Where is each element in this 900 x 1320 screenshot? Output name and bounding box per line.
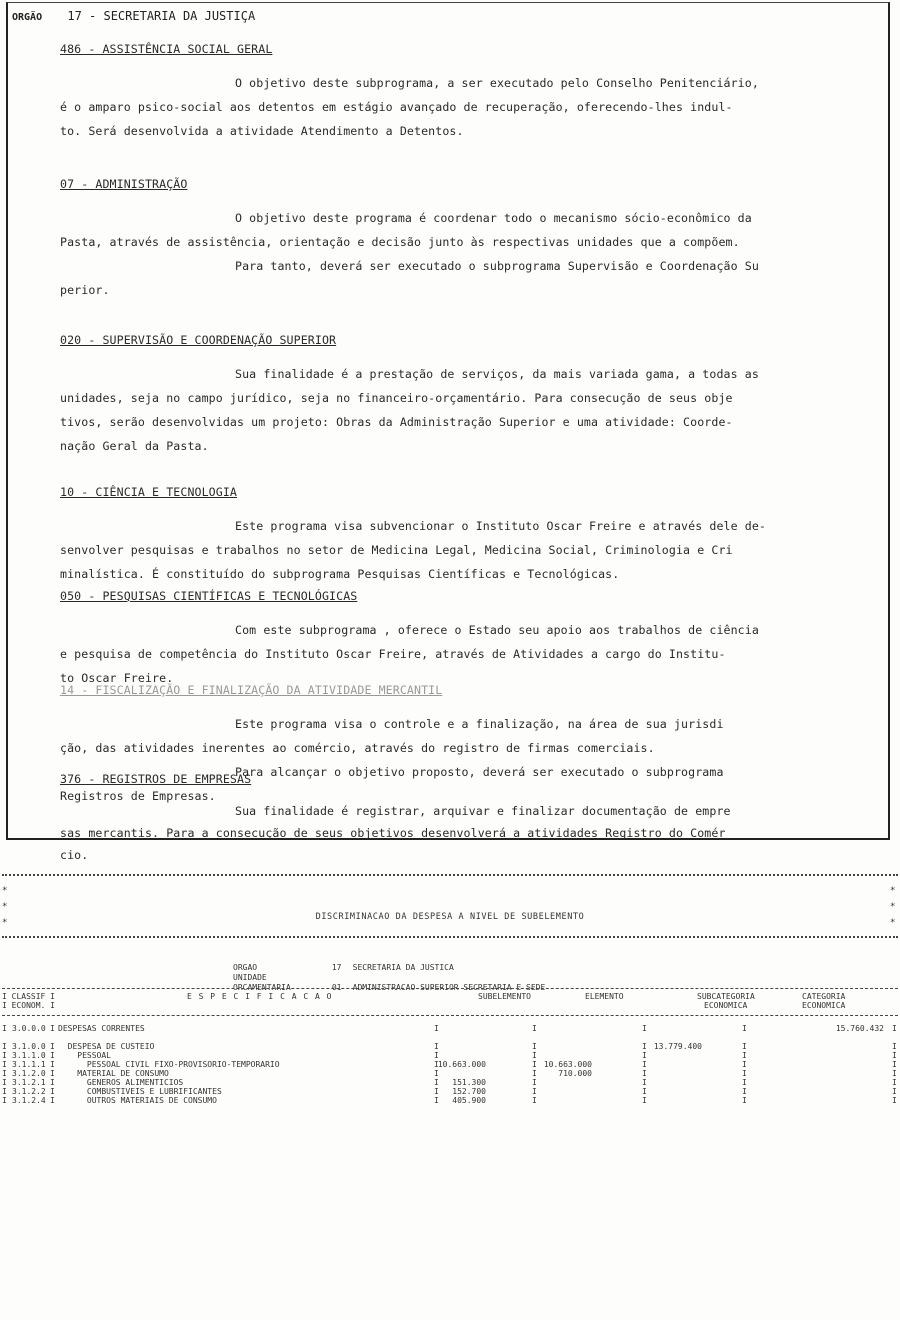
star-border-bottom (2, 936, 898, 938)
column-separator: I (642, 1042, 647, 1051)
column-separator: I (892, 1024, 897, 1033)
paragraph-line: Registros de Empresas. (60, 789, 216, 803)
column-separator: I (434, 1051, 439, 1060)
column-separator: I (642, 1078, 647, 1087)
col-elemento: ELEMENTO (585, 992, 624, 1001)
paragraph-line: nação Geral da Pasta. (60, 439, 209, 453)
paragraph-line: cio. (60, 848, 89, 862)
paragraph-line: senvolver pesquisas e trabalhos no setor de Medicina Legal, Medicina Social, Criminologia e Cri (60, 543, 733, 557)
cell-code: 3.1.2.2 (12, 1087, 46, 1096)
table-row (2, 1087, 898, 1096)
column-separator: I (532, 1024, 537, 1033)
column-separator: I (642, 1087, 647, 1096)
cell-code: 3.1.2.0 (12, 1069, 46, 1078)
column-separator: I (642, 1096, 647, 1105)
column-separator: I (532, 1096, 537, 1105)
column-separator: I (50, 1078, 55, 1087)
column-separator: I (2, 1078, 7, 1087)
section-administracao (60, 172, 850, 302)
orgao-header (12, 9, 255, 23)
cell-sub: 10.663.000 (437, 1060, 486, 1069)
unidade-name: ADMINISTRACAO SUPERIOR SECRETARIA E SEDE (352, 983, 546, 992)
column-separator: I (434, 1069, 439, 1078)
section-heading: 020 - SUPERVISÃO E COORDENAÇÃO SUPERIOR (60, 333, 337, 347)
paragraph-line: Este programa visa subvencionar o Instituto Oscar Freire e através dele de- (235, 519, 767, 533)
cell-desc: GENEROS ALIMENTICIOS (58, 1078, 184, 1087)
column-separator: I (2, 1024, 7, 1033)
paragraph-line: e pesquisa de competência do Instituto Oscar Freire, através de Atividades a cargo do Institu- (60, 647, 726, 661)
column-separator: I (434, 1060, 439, 1069)
column-separator: I (50, 1024, 55, 1033)
column-separator: I (2, 1051, 7, 1060)
cell-elem: 10.663.000 (543, 1060, 592, 1069)
star-border-top (2, 874, 898, 876)
paragraph-line: unidades, seja no campo jurídico, seja no financeiro-orçamentário. Para consecução de seus obje (60, 391, 733, 405)
section-heading: 07 - ADMINISTRAÇÃO (60, 177, 188, 191)
column-separator: I (2, 1087, 7, 1096)
paragraph-line: tivos, serão desenvolvidas um projeto: Obras da Administração Superior e uma atividade: Coorde- (60, 415, 733, 429)
paragraph-line: Com este subprograma , oferece o Estado seu apoio aos trabalhos de ciência (235, 623, 759, 637)
column-separator: I (892, 1087, 897, 1096)
cell-desc: PESSOAL CIVIL FIXO-PROVISORIO-TEMPORARIO (58, 1060, 280, 1069)
table-row (2, 1096, 898, 1105)
section-heading: 376 - REGISTROS DE EMPRESAS (60, 772, 252, 786)
col-classif: I ECONOM. I (2, 1001, 55, 1010)
paragraph-line: Para alcançar o objetivo proposto, deverá ser executado o subprograma (235, 765, 724, 779)
paragraph-line: Sua finalidade é registrar, arquivar e finalizar documentação de empre (235, 804, 731, 818)
column-separator: I (434, 1078, 439, 1087)
column-separator: I (2, 1060, 7, 1069)
star-border-right: * (890, 902, 896, 912)
column-separator: I (642, 1024, 647, 1033)
paragraph-line: minalística. É constituído do subprograma Pesquisas Científicas e Tecnológicas. (60, 567, 620, 581)
unidade-label: UNIDADE ORCAMENTARIA (233, 973, 291, 992)
col-especificacao: E S P E C I F I C A C A O (187, 992, 333, 1001)
star-border-left: * (2, 886, 8, 896)
paragraph-line: ção, das atividades inerentes ao comércio, através do registro de firmas comerciais. (60, 741, 655, 755)
col-subcategoria: ECONOMICA (704, 1001, 748, 1010)
orgao-name: SECRETARIA DA JUSTICA (352, 963, 454, 972)
col-classif: I CLASSIF I (2, 992, 55, 1001)
expense-table (2, 988, 898, 1105)
paragraph-line: perior. (60, 283, 110, 297)
paragraph-line: O objetivo deste subprograma, a ser executado pelo Conselho Penitenciário, (235, 76, 759, 90)
expense-printout (0, 850, 900, 1320)
star-border-right: * (890, 886, 896, 896)
orgao-value: 17 - SECRETARIA DA JUSTIÇA (67, 9, 256, 23)
column-separator: I (642, 1060, 647, 1069)
column-separator: I (892, 1069, 897, 1078)
column-separator: I (434, 1042, 439, 1051)
orgao-label: ORGÃO (12, 12, 43, 23)
cell-code: 3.1.1.0 (12, 1051, 46, 1060)
printout-title: DISCRIMINACAO DA DESPESA A NIVEL DE SUBELEMENTO (315, 912, 585, 922)
table-header (2, 989, 898, 1016)
column-separator: I (892, 1051, 897, 1060)
column-separator: I (532, 1069, 537, 1078)
column-separator: I (2, 1042, 7, 1051)
section-heading: 486 - ASSISTÊNCIA SOCIAL GERAL (60, 42, 273, 56)
cell-desc: PESSOAL (58, 1051, 111, 1060)
paragraph-line: é o amparo psico-social aos detentos em estágio avançado de recuperação, oferecendo-lhes indul- (60, 100, 733, 114)
column-separator: I (50, 1042, 55, 1051)
cell-code: 3.1.1.1 (12, 1060, 46, 1069)
column-separator: I (742, 1087, 747, 1096)
cell-cat: 15.760.432 (835, 1024, 884, 1033)
cell-desc: OUTROS MATERIAIS DE CONSUMO (58, 1096, 217, 1105)
column-separator: I (50, 1051, 55, 1060)
cell-desc: MATERIAL DE CONSUMO (58, 1069, 169, 1078)
star-border-left: * (2, 902, 8, 912)
cell-sub: 152.700 (452, 1087, 486, 1096)
column-separator: I (434, 1087, 439, 1096)
star-border-right: * (890, 918, 896, 928)
orgao-label: ORGAO (233, 963, 258, 972)
unidade-code: 01 (331, 983, 342, 992)
paragraph-line: sas mercantis. Para a consecução de seus objetivos desenvolverá a atividades Registro do Comér (60, 826, 726, 840)
paragraph-line: to Oscar Freire. (60, 671, 174, 685)
column-separator: I (2, 1069, 7, 1078)
cell-code: 3.0.0.0 (12, 1024, 46, 1033)
paragraph-line: to. Será desenvolvida a atividade Atendimento a Detentos. (60, 124, 464, 138)
column-separator: I (892, 1078, 897, 1087)
cell-sub: 405.900 (452, 1096, 486, 1105)
column-separator: I (892, 1060, 897, 1069)
section-heading: 10 - CIÊNCIA E TECNOLOGIA (60, 485, 238, 499)
col-subcategoria: SUBCATEGORIA (697, 992, 755, 1001)
column-separator: I (532, 1078, 537, 1087)
section-heading: 14 - FISCALIZAÇÃO E FINALIZAÇÃO DA ATIVIDADE MERCANTIL (60, 683, 443, 697)
table-row (2, 1060, 898, 1069)
column-separator: I (532, 1051, 537, 1060)
table-body (2, 1024, 898, 1105)
column-separator: I (434, 1024, 439, 1033)
cell-subcat: 13.779.400 (653, 1042, 702, 1051)
column-separator: I (50, 1069, 55, 1078)
column-separator: I (742, 1096, 747, 1105)
orgao-code: 17 (331, 963, 342, 972)
paragraph-line: Sua finalidade é a prestação de serviços, da mais variada gama, a todas as (235, 367, 759, 381)
star-border-left: * (2, 918, 8, 928)
paragraph-line: Para tanto, deverá ser executado o subprograma Supervisão e Coordenação Su (235, 259, 759, 273)
section-heading: 050 - PESQUISAS CIENTÍFICAS E TECNOLÓGICAS (60, 589, 358, 603)
table-row (2, 1042, 898, 1051)
section-pesquisas (60, 584, 850, 690)
column-separator: I (892, 1042, 897, 1051)
paragraph-line: Este programa visa o controle e a finalização, na área de sua jurisdi (235, 717, 724, 731)
column-separator: I (742, 1060, 747, 1069)
col-categoria: ECONOMICA (802, 1001, 846, 1010)
cell-code: 3.1.2.4 (12, 1096, 46, 1105)
table-row (2, 1051, 898, 1060)
column-separator: I (50, 1096, 55, 1105)
column-separator: I (50, 1087, 55, 1096)
column-separator: I (742, 1069, 747, 1078)
column-separator: I (742, 1078, 747, 1087)
column-separator: I (642, 1069, 647, 1078)
column-separator: I (2, 1096, 7, 1105)
table-row (2, 1069, 898, 1078)
col-subelemento: SUBELEMENTO (478, 992, 531, 1001)
cell-desc: COMBUSTIVEIS E LUBRIFICANTES (58, 1087, 222, 1096)
section-supervisao (60, 328, 850, 458)
cell-code: 3.1.2.1 (12, 1078, 46, 1087)
column-separator: I (742, 1051, 747, 1060)
cell-sub: 151.300 (452, 1078, 486, 1087)
column-separator: I (742, 1042, 747, 1051)
cell-desc: DESPESAS CORRENTES (58, 1024, 145, 1033)
paragraph-line: O objetivo deste programa é coordenar todo o mecanismo sócio-econômico da (235, 211, 752, 225)
column-separator: I (532, 1087, 537, 1096)
column-separator: I (50, 1060, 55, 1069)
cell-desc: DESPESA DE CUSTEIO (58, 1042, 155, 1051)
section-assistencia (60, 37, 850, 143)
paragraph-line: Pasta, através de assistência, orientação e decisão junto às respectivas unidades que a compõem. (60, 235, 740, 249)
section-ciencia (60, 480, 850, 586)
column-separator: I (532, 1060, 537, 1069)
column-separator: I (642, 1051, 647, 1060)
column-separator: I (742, 1024, 747, 1033)
column-separator: I (434, 1096, 439, 1105)
col-categoria: CATEGORIA (802, 992, 846, 1001)
cell-elem: 710.000 (558, 1069, 592, 1078)
cell-code: 3.1.0.0 (12, 1042, 46, 1051)
column-separator: I (532, 1042, 537, 1051)
column-separator: I (892, 1096, 897, 1105)
table-row (2, 1024, 898, 1033)
table-row (2, 1078, 898, 1087)
